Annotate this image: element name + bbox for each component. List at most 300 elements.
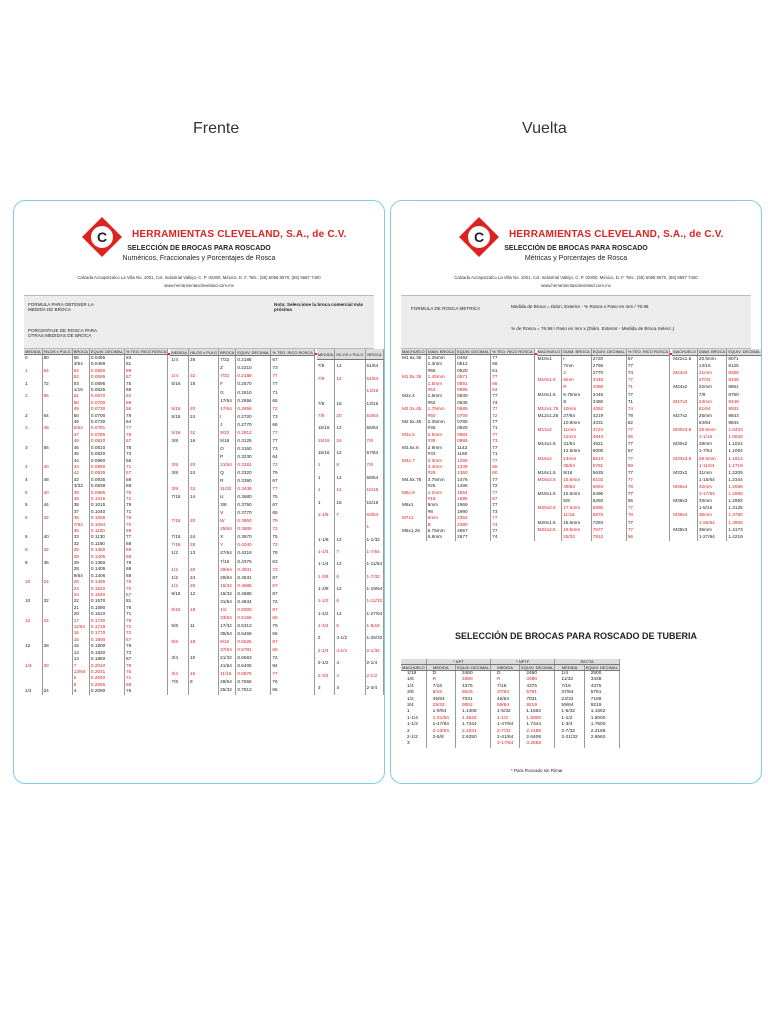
table-cell: 78	[626, 484, 669, 491]
table-cell	[170, 662, 188, 670]
table-cell: 1360	[456, 470, 491, 476]
table-cell: 1/4	[555, 671, 584, 678]
table-cell: M33x3.5	[672, 455, 697, 462]
table-cell	[384, 546, 385, 558]
table-cell: 25/32	[562, 533, 591, 540]
table-cell: 1/2	[219, 606, 236, 614]
table-row	[170, 517, 314, 525]
table-cell: M30x3.5	[672, 427, 697, 434]
table-row	[672, 420, 762, 427]
table-cell: 17	[72, 618, 89, 624]
table-cell: 3/8	[219, 501, 236, 509]
table-cell: 61/64	[697, 405, 726, 412]
table-cell	[384, 620, 385, 632]
table-cell	[537, 484, 562, 491]
table-cell: 81	[125, 361, 168, 367]
table-cell	[555, 741, 584, 747]
table-cell: 27/32	[697, 377, 726, 384]
table-cell: 55/64	[365, 422, 384, 434]
table-cell	[384, 534, 385, 546]
table-row	[170, 469, 314, 477]
table-cell: 1.2992	[727, 498, 762, 505]
table-cell: 3.4mm	[426, 464, 455, 470]
table-row	[537, 377, 670, 384]
table-cell: 14	[72, 650, 89, 656]
table-cell: 0.2812	[236, 429, 271, 437]
table-cell	[384, 645, 385, 657]
table-row	[170, 582, 314, 590]
table-cell: 1.1024	[727, 441, 762, 448]
table-cell: 0.0465	[89, 355, 124, 362]
table-header: EQUIV. DECIMAL	[90, 349, 124, 354]
table-cell	[384, 422, 385, 434]
table-cell: 11/16	[219, 670, 236, 678]
table-cell: 1.1614	[727, 455, 762, 462]
table-row	[672, 355, 762, 363]
pipe-table	[401, 659, 751, 748]
table-cell: 7/16	[170, 517, 188, 525]
table-cell: 84	[271, 662, 314, 670]
table-cell: 77	[626, 519, 669, 526]
table-cell: 7/16	[170, 542, 188, 550]
table-cell: 68	[125, 483, 168, 489]
table-cell: 12	[335, 422, 365, 434]
table-cell: 72	[271, 461, 314, 469]
table-cell: 71	[626, 384, 669, 391]
table-cell: 0.1360	[89, 547, 124, 553]
table-cell: 0591	[456, 381, 491, 387]
table-cell: 7/32	[219, 356, 236, 365]
table-row	[317, 571, 385, 583]
table-cell: 0.1160	[89, 541, 124, 547]
table-cell: 35	[72, 528, 89, 534]
table-cell: M27x2	[672, 413, 697, 420]
table-cell: 16	[335, 497, 365, 509]
table-row	[317, 447, 385, 459]
table-row	[170, 558, 314, 566]
table-cell: 72	[491, 413, 534, 419]
table-cell	[170, 501, 188, 509]
table-cell	[672, 391, 697, 398]
table-cell: 28mm	[697, 441, 726, 448]
table-header: EQUIV. DECIMAL	[585, 665, 618, 670]
table-row	[672, 455, 762, 462]
table-row	[170, 662, 314, 670]
table-row	[170, 373, 314, 381]
table-cell: 1/2	[170, 574, 188, 582]
table-cell: 15.5mm	[562, 477, 591, 484]
table-cell	[170, 646, 188, 654]
table-cell: 51/64	[365, 373, 384, 385]
table-cell: 77	[491, 355, 534, 362]
table-cell: 29/64	[219, 574, 236, 582]
table-cell: 0.2610	[236, 389, 271, 397]
table-cell: 32	[188, 373, 218, 381]
table-cell: P	[219, 453, 236, 461]
table-cell: 4724	[591, 427, 626, 434]
table-cell: M4.5x.75	[401, 477, 426, 483]
table-header: EQUIV. DECIMAL	[521, 665, 554, 670]
table-header: MEDIDA	[491, 665, 520, 671]
table-row	[170, 590, 314, 598]
table-cell: 0512	[456, 361, 491, 367]
table-cell: 1299	[456, 458, 491, 464]
table-cell	[188, 614, 218, 622]
table-cell: 1-7/64	[697, 448, 726, 455]
table-cell	[170, 558, 188, 566]
table-row	[170, 453, 314, 461]
table-cell: 56	[42, 445, 72, 451]
table-header: BROCA	[220, 349, 235, 355]
table-cell: 0.5313	[236, 622, 271, 630]
table-cell: 7/16	[491, 684, 520, 690]
table-cell: 0700	[456, 413, 491, 419]
table-cell: 0.1406	[89, 573, 124, 579]
table-cell: 9219	[584, 703, 619, 709]
table-header: EQUIV. DECIMAL	[237, 349, 270, 355]
table-cell: 0.1850	[89, 656, 124, 662]
table-row	[537, 477, 670, 484]
table-row	[537, 498, 670, 505]
table-cell: 8125	[727, 363, 762, 370]
table-cell: 0.4040	[236, 542, 271, 550]
table-cell: 71	[125, 509, 168, 515]
table-cell: 78	[626, 512, 669, 519]
table-cell: 87	[271, 590, 314, 598]
table-row	[537, 519, 670, 526]
table-cell	[384, 459, 385, 471]
table-cell: 15/16	[365, 497, 384, 509]
table-cell: 0.2040	[89, 675, 124, 681]
table-cell: 0.4688	[236, 590, 271, 598]
table-cell: 1.7344	[520, 722, 555, 728]
table-cell: 0.2188	[236, 373, 271, 381]
table-cell: 64	[42, 413, 72, 419]
table-cell: 6	[24, 515, 42, 521]
table-cell: 24	[72, 586, 89, 592]
table-cell: 77	[491, 393, 534, 399]
table-cell: 2460	[520, 671, 555, 678]
table-cell: 11	[188, 622, 218, 630]
table-row	[672, 512, 762, 519]
table-row	[170, 550, 314, 558]
table-cell: B	[426, 522, 455, 528]
table-cell: 2.6562	[584, 735, 619, 741]
table-cell: 65	[626, 498, 669, 505]
table-row	[317, 546, 385, 558]
table-cell: 21/64	[219, 461, 236, 469]
table-cell: 4	[24, 477, 42, 483]
table-cell: 18	[188, 381, 218, 389]
table-cell: 3/8	[401, 690, 426, 696]
table-cell: 16.5mm	[562, 491, 591, 498]
table-cell: J	[219, 421, 236, 429]
table-cell: 1/4	[24, 688, 42, 694]
table-cell: M10x1.5	[537, 377, 562, 384]
table-cell: 0.3320	[236, 469, 271, 477]
table-row	[401, 741, 619, 747]
table-cell: 74	[491, 534, 534, 540]
table-cell: 2460	[455, 671, 490, 678]
table-cell: 0.5625	[236, 638, 271, 646]
table-cell: 71	[491, 425, 534, 431]
table-cell: 49/64	[219, 678, 236, 686]
table-row	[537, 526, 670, 533]
table-cell: 77	[491, 406, 534, 412]
table-cell: 7mm	[562, 363, 591, 370]
table-cell: 14	[335, 484, 365, 496]
table-header: MACHUELO	[402, 349, 425, 354]
table-cell: 0.1570	[89, 598, 124, 604]
table-row	[317, 360, 385, 373]
table-cell: 5/8	[562, 498, 591, 505]
table-cell: 9/16	[170, 590, 188, 598]
table-cell: 3390	[455, 677, 490, 683]
table-cell	[672, 462, 697, 469]
table-cell	[188, 501, 218, 509]
table-cell: 8268	[727, 370, 762, 377]
table-cell: 32	[42, 547, 72, 553]
table-cell	[170, 389, 188, 397]
table-cell: 1-1/2	[401, 722, 426, 728]
table-cell	[384, 571, 385, 583]
table-row	[170, 598, 314, 606]
table-cell: 67	[626, 355, 669, 363]
table-cell: 0.1065	[89, 515, 124, 521]
table-cell: 15/32	[219, 590, 236, 598]
table-row	[317, 459, 385, 471]
table-header: MEDIDA	[171, 349, 187, 355]
table-cell: 17.5mm	[562, 505, 591, 512]
table-cell: 0.1130	[89, 534, 124, 540]
table-cell: 10	[24, 579, 42, 585]
table-row	[672, 434, 762, 441]
table-cell: 12	[335, 360, 365, 373]
table-cell: 67	[125, 637, 168, 643]
table-cell	[426, 741, 455, 747]
table-cell: 1.0625	[727, 434, 762, 441]
table-cell	[672, 519, 697, 526]
table-cell: 1/2	[170, 550, 188, 558]
company-name: HERRAMIENTAS CLEVELAND, S.A., de C.V.	[509, 229, 724, 240]
company-name: HERRAMIENTAS CLEVELAND, S.A., de C.V.	[132, 229, 347, 240]
table-row	[672, 363, 762, 370]
table-cell: 69	[125, 528, 168, 534]
table-cell: 1/4	[170, 373, 188, 381]
table-cell: 87	[271, 574, 314, 582]
table-cell: 79	[271, 517, 314, 525]
table-cell: D	[491, 671, 520, 678]
table-cell	[672, 505, 697, 512]
table-cell: 8	[24, 547, 42, 553]
table-cell: 72	[271, 542, 314, 550]
pipe-title: SELECCIÓN DE BROCAS PARA ROSCADO DE TUBERIA	[454, 631, 697, 641]
table-cell: 1-1/4	[401, 716, 426, 722]
table-cell: 40	[42, 490, 72, 496]
table-cell: 9219	[520, 703, 555, 709]
table-cell: 66	[491, 381, 534, 387]
table-cell: #29	[426, 470, 455, 476]
table-cell: 32	[188, 429, 218, 437]
table-cell	[188, 365, 218, 373]
table-cell: 49	[72, 406, 89, 412]
table-cell: 13/64	[72, 669, 89, 675]
table-cell: 49	[72, 419, 89, 425]
table-cell: 77	[491, 432, 534, 438]
table-cell: 0.3970	[236, 534, 271, 542]
table-cell: 20	[335, 410, 365, 422]
table-cell: M1.6x.35	[401, 355, 426, 362]
table-cell: 9/32	[219, 429, 236, 437]
table-cell: 3/8	[170, 461, 188, 469]
table-row	[672, 398, 762, 405]
table-cell: 20.5mm	[697, 355, 726, 363]
table-cell	[455, 741, 490, 747]
table-cell	[672, 477, 697, 484]
table-cell: M14x1.5	[537, 441, 562, 448]
table-row	[317, 422, 385, 434]
table-cell	[170, 365, 188, 373]
table-cell: 36	[72, 515, 89, 521]
table-cell: 0.2031	[89, 669, 124, 675]
table-cell: 35/64	[219, 630, 236, 638]
table-cell: 50	[72, 400, 89, 406]
table-cell: 45/64	[426, 697, 455, 703]
table-cell: 78	[125, 515, 168, 521]
table-cell: 0.0810	[89, 445, 124, 451]
table-cell: 1.3780	[727, 512, 762, 519]
table-header: MEDIDA	[555, 665, 584, 671]
table-cell: 8438	[727, 377, 762, 384]
table-cell: 0820	[456, 425, 491, 431]
table-cell: 54	[72, 368, 89, 374]
table-cell: M36x4	[672, 484, 697, 491]
table-cell: 3/4	[401, 703, 426, 709]
table-cell: 1-9/64	[426, 709, 455, 715]
table-cell: 1/4	[24, 663, 42, 669]
table-cell: 7/8	[365, 435, 384, 447]
table-cell: 66	[491, 464, 534, 470]
table-cell: 0.1820	[89, 650, 124, 656]
table-cell	[384, 682, 385, 695]
table-cell	[401, 534, 426, 540]
table-cell: 0.2656	[236, 397, 271, 405]
table-cell: 75	[125, 381, 168, 387]
table-cell: 2.2031	[455, 729, 490, 735]
table-cell: 72	[271, 654, 314, 662]
table-cell: 0.1405	[89, 566, 124, 572]
table-cell: 2.05mm	[426, 419, 455, 425]
table-cell: 73	[271, 445, 314, 453]
table-cell: 72	[271, 598, 314, 606]
table-cell: #25	[426, 483, 455, 489]
table-cell: 14	[188, 493, 218, 501]
table-cell: 0.3750	[236, 501, 271, 509]
table-cell: 27/64	[562, 413, 591, 420]
table-cell: 0.0730	[89, 406, 124, 412]
table-cell: 35mm	[697, 512, 726, 519]
table-cell: 77	[125, 425, 168, 431]
table-cell: 2-3/4	[317, 670, 335, 682]
table-cell	[584, 741, 619, 747]
table-cell: 23	[72, 592, 89, 598]
table-cell: 7677	[591, 526, 626, 533]
table-cell: R	[426, 677, 455, 683]
table-cell: 1-19/64	[365, 583, 384, 595]
table-row	[537, 384, 670, 391]
table-cell: #52	[426, 400, 455, 406]
table-header: BROCA	[73, 349, 88, 354]
table-cell	[537, 398, 562, 405]
table-cell: M22x2.5	[537, 526, 562, 533]
table-cell: 67	[271, 501, 314, 509]
table-cell: 37	[72, 509, 89, 515]
table-cell: 46	[72, 438, 89, 444]
table-cell: 21	[72, 605, 89, 611]
table-cell: 64	[42, 368, 72, 374]
table-cell: 1-7/32	[365, 571, 384, 583]
table-cell: 1	[317, 459, 335, 471]
table-cell: M18x1.5	[537, 491, 562, 498]
table-cell: 0.2090	[89, 688, 124, 694]
table-cell: 2756	[591, 363, 626, 370]
table-cell: 22mm	[697, 384, 726, 391]
table-cell: 1.5mm	[426, 381, 455, 387]
table-cell: 3480	[591, 398, 626, 405]
table-cell: 72	[271, 405, 314, 413]
table-cell	[384, 558, 385, 570]
back-title: SELECCIÓN DE BROCAS PARA ROSCADO	[504, 245, 648, 252]
table-cell: M3.5x.6	[401, 445, 426, 451]
table-cell: 37/64	[555, 690, 584, 696]
table-cell: 1.7500	[584, 722, 619, 728]
table-cell	[188, 509, 218, 517]
table-row	[537, 455, 670, 462]
table-row	[170, 477, 314, 485]
table-cell: 50	[72, 413, 89, 419]
table-row	[170, 574, 314, 582]
table-row	[317, 435, 385, 447]
table-cell: M36x3	[672, 498, 697, 505]
table-header: MEDIDA	[317, 349, 335, 360]
table-header: MACHUELO	[537, 349, 561, 355]
front-card	[13, 200, 385, 784]
table-cell: 9/16	[219, 638, 236, 646]
table-cell: 24	[42, 618, 72, 624]
table-cell: 0.3770	[236, 509, 271, 517]
table-cell: 15/16	[317, 447, 335, 459]
table-cell: 0.4531	[236, 566, 271, 574]
table-cell: 6875	[591, 512, 626, 519]
table-cell	[188, 445, 218, 453]
table-cell: 43	[72, 464, 89, 470]
table-cell: 16	[188, 437, 218, 445]
table-cell: 8	[24, 560, 42, 566]
table-row	[317, 521, 385, 533]
table-row	[170, 413, 314, 421]
table-cell: 74	[491, 522, 534, 528]
table-row	[672, 526, 762, 533]
table-cell: W	[219, 517, 236, 525]
metric-formula-label: FORMULA DE ROSCA METRICA	[411, 306, 481, 311]
table-cell: 53	[72, 374, 89, 380]
table-cell: M2.2x.45	[401, 406, 426, 412]
table-cell: 3/8	[170, 485, 188, 493]
table-cell: 8661	[727, 384, 762, 391]
table-row	[672, 533, 762, 540]
table-cell	[188, 598, 218, 606]
table-cell	[537, 462, 562, 469]
